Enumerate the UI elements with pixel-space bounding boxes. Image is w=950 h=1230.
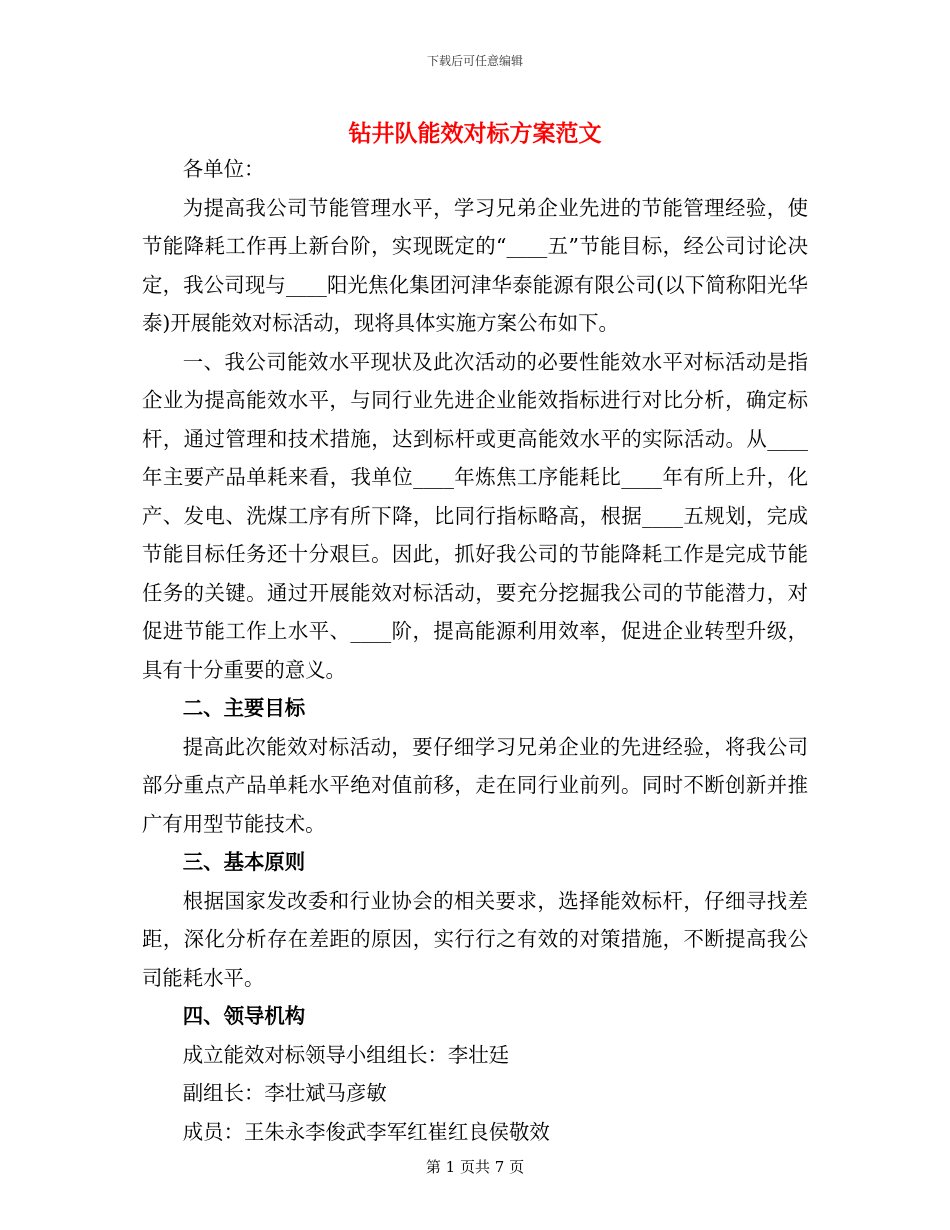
section1-paragraph: 一、我公司能效水平现状及此次活动的必要性能效水平对标活动是指企业为提高能效水平，与同行业先进企业能效指标进行对比分析，确定标杆，通过管理和技术措施，达到标杆或更高能效水平的实际活动。从____年主要产品单耗来看，我单位____年炼焦工序能耗比____年有所上升，化产、发电、洗煤工序有所下降，比同行指标略高，根据____五规划，完成节能目标任务还十分艰巨。因此，抓好我公司的节能降耗工作是完成节能任务的关键。通过开展能效对标活动，要充分挖掘我公司的节能潜力，对促进节能工作上水平、____阶，提高能源利用效率，促进企业转型升级，具有十分重要的意义。 [142, 349, 808, 682]
section2-heading: 二、主要目标 [182, 696, 306, 720]
section3-heading: 三、基本原则 [182, 850, 306, 874]
page-footer: 第 1 页共 7 页 [425, 1158, 525, 1176]
members-line: 成员：王朱永李俊武李军红崔红良侯敬效 [182, 1119, 550, 1144]
document-body [142, 150, 808, 1151]
deputy-line: 副组长：李壮斌马彦敏 [182, 1081, 387, 1105]
section2-paragraph: 提高此次能效对标活动，要仔细学习兄弟企业的先进经验，将我公司部分重点产品单耗水平绝对值前移，走在同行业前列。同时不断创新并推广有用型节能技术。 [142, 734, 808, 836]
section4-heading: 四、领导机构 [182, 1004, 306, 1028]
document-title: 钻井队能效对标方案范文 [348, 121, 602, 147]
intro-paragraph: 为提高我公司节能管理水平，学习兄弟企业先进的节能管理经验，使节能降耗工作再上新台阶，实现既定的“____五”节能目标，经公司讨论决定，我公司现与____阳光焦化集团河津华泰能源有限公司(以下简称阳光华泰)开展能效对标活动，现将具体实施方案公布如下。 [142, 195, 808, 335]
salutation: 各单位： [182, 157, 265, 181]
page-header: 下载后可任意编辑 [426, 54, 523, 68]
leader-line: 成立能效对标领导小组组长：李壮廷 [182, 1042, 510, 1067]
section3-paragraph: 根据国家发改委和行业协会的相关要求，选择能效标杆，仔细寻找差距，深化分析存在差距的原因，实行行之有效的对策措施，不断提高我公司能耗水平。 [142, 888, 808, 990]
